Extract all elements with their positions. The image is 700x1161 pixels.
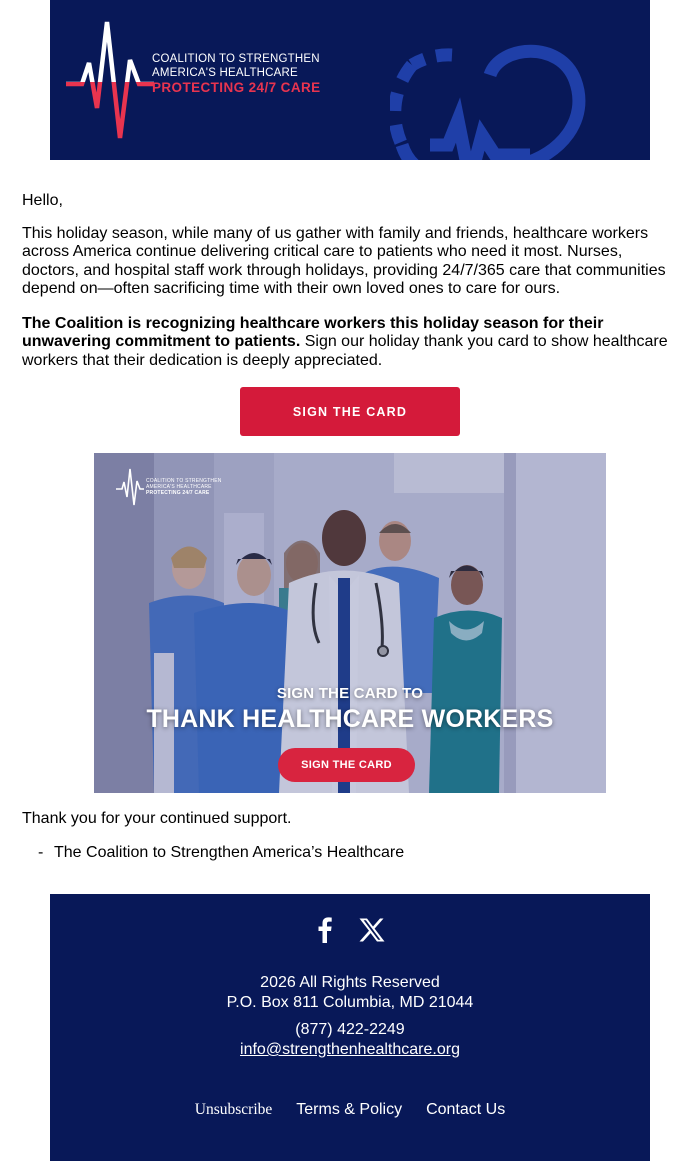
contact-us-link[interactable]: Contact Us xyxy=(426,1101,506,1118)
logo-tagline: PROTECTING 24/7 CARE xyxy=(152,80,321,95)
signature-dash: - xyxy=(38,844,44,861)
terms-policy-link[interactable]: Terms & Policy xyxy=(296,1101,403,1118)
intro-paragraph: This holiday season, while many of us gather with family and friends, healthcare workers across America continue delivering critical care to patients who need it most. Nurses, doctors, and hospital staff work through holidays, providing 24/7/365 care that communities depend on—often sacrificing time with their own loved ones to care for ours. xyxy=(22,224,666,297)
hero-title: THANK HEALTHCARE WORKERS xyxy=(146,705,554,733)
closing-thanks: Thank you for your continued support. xyxy=(22,810,292,827)
hero-logo xyxy=(116,467,222,507)
phone-text: (877) 422-2249 xyxy=(295,1021,405,1038)
footer-links xyxy=(50,1101,650,1119)
heart-with-heartbeat-icon xyxy=(390,35,620,160)
logo-line-2: AMERICA'S HEALTHCARE xyxy=(152,66,298,79)
unsubscribe-link[interactable]: Unsubscribe xyxy=(194,1101,273,1118)
email-body xyxy=(22,192,682,386)
footer xyxy=(50,894,650,1161)
recognition-paragraph xyxy=(22,315,682,371)
sign-the-card-button[interactable]: SIGN THE CARD xyxy=(240,387,460,436)
hero-logo-line-2: AMERICA'S HEALTHCARE xyxy=(146,484,212,490)
footer-contact-info xyxy=(50,973,650,1060)
heartbeat-logo-icon xyxy=(116,467,144,507)
x-icon[interactable] xyxy=(358,916,386,944)
hero-subtitle: SIGN THE CARD TO xyxy=(276,685,424,702)
address-text: P.O. Box 811 Columbia, MD 21044 xyxy=(226,994,474,1011)
rights-text: 2026 All Rights Reserved xyxy=(260,974,440,991)
email-link[interactable]: info@strengthenhealthcare.org xyxy=(240,1041,460,1058)
header-banner xyxy=(50,0,650,160)
recognition-text: Sign our holiday thank you card to show healthcare workers that their dedication is deeply appreciated. xyxy=(22,333,668,369)
greeting: Hello, xyxy=(22,192,63,209)
hero-logo-tagline: PROTECTING 24/7 CARE xyxy=(146,490,210,496)
signature xyxy=(38,844,404,862)
hero-sign-the-card-button[interactable]: SIGN THE CARD xyxy=(278,748,415,782)
recognition-bold: The Coalition is recognizing healthcare workers this holiday season for their unwavering commitment to patients. xyxy=(22,314,604,350)
social-links xyxy=(50,916,650,944)
header-logo-text xyxy=(152,53,321,95)
hero-logo-line-1: COALITION TO STRENGTHEN xyxy=(146,478,222,484)
facebook-icon[interactable] xyxy=(314,916,336,944)
hero-image[interactable] xyxy=(94,453,606,793)
logo-line-1: COALITION TO STRENGTHEN xyxy=(152,53,320,65)
heartbeat-logo-icon xyxy=(64,18,154,140)
signature-text: The Coalition to Strengthen America’s Healthcare xyxy=(54,844,405,861)
hero-logo-text xyxy=(146,478,222,496)
